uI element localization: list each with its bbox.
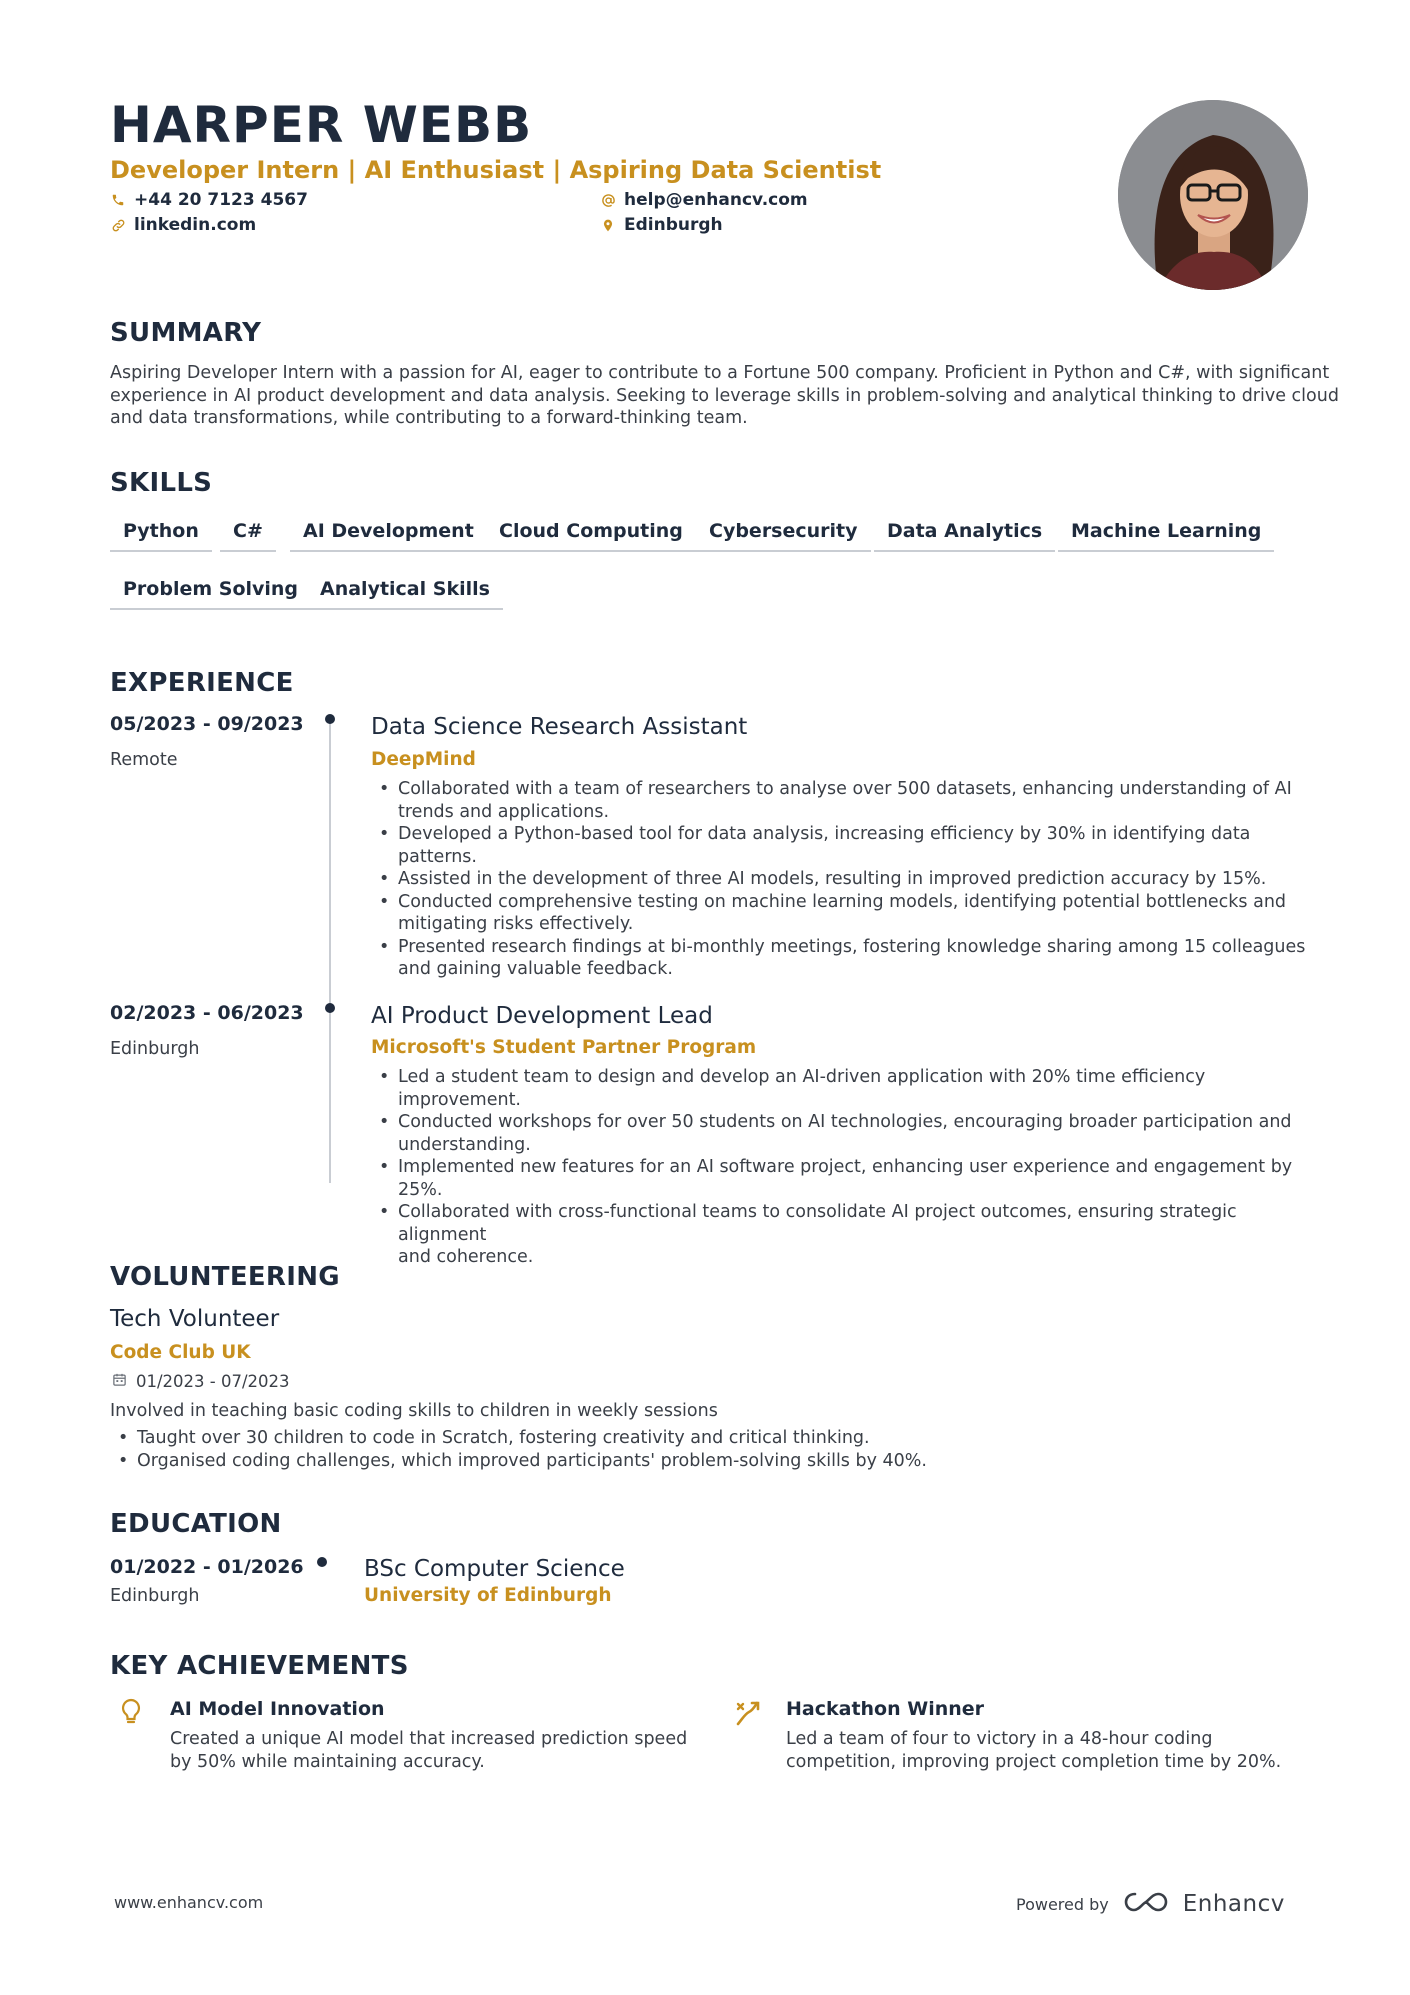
skills-heading: SKILLS xyxy=(110,468,213,498)
lightbulb-icon xyxy=(120,1698,142,1730)
bullet-item: • Assisted in the development of three AI models, resulting in improved prediction accuracy by 15%. xyxy=(371,868,1321,891)
volunteer-org: Code Club UK xyxy=(110,1342,251,1363)
skill-tag: Python xyxy=(110,520,212,552)
enhancv-logo-icon xyxy=(1123,1889,1169,1919)
footer-branding xyxy=(1016,1889,1285,1919)
achievement-title: Hackathon Winner xyxy=(786,1698,985,1720)
bullet-item: • Conducted comprehensive testing on machine learning models, identifying potential bottlenecks and mitigating risks effectively. xyxy=(371,891,1321,936)
powered-by-text: Powered by xyxy=(1016,1894,1109,1914)
profile-photo xyxy=(1118,100,1308,290)
experience-heading: EXPERIENCE xyxy=(110,668,294,698)
candidate-name: HARPER WEBB xyxy=(110,96,533,154)
experience-location: Edinburgh xyxy=(110,1039,200,1059)
candidate-headline: Developer Intern | AI Enthusiast | Aspiring Data Scientist xyxy=(110,156,882,184)
summary-heading: SUMMARY xyxy=(110,318,262,348)
experience-company: DeepMind xyxy=(371,749,476,770)
bullet-item: • Implemented new features for an AI software project, enhancing user experience and engagement by 25%. xyxy=(371,1156,1321,1201)
experience-dates: 05/2023 - 09/2023 xyxy=(110,713,304,735)
phone-icon xyxy=(110,192,126,208)
location-contact xyxy=(600,215,723,235)
bullet-item: • Taught over 30 children to code in Scratch, fostering creativity and critical thinking. xyxy=(110,1427,1110,1450)
achievement-text: Led a team of four to victory in a 48-hour coding competition, improving project completion time by 20%. xyxy=(786,1729,1282,1772)
experience-bullets xyxy=(371,778,1321,981)
bullet-item: • Developed a Python-based tool for data analysis, increasing efficiency by 30% in identifying data patterns. xyxy=(371,823,1321,868)
volunteer-description: Involved in teaching basic coding skills to children in weekly sessions xyxy=(110,1401,718,1421)
experience-location: Remote xyxy=(110,750,178,770)
summary-text xyxy=(110,362,1339,430)
linkedin-text: linkedin.com xyxy=(134,215,257,235)
skill-tag: Analytical Skills xyxy=(307,578,503,610)
skill-tag: Problem Solving xyxy=(110,578,311,610)
education-heading: EDUCATION xyxy=(110,1509,282,1539)
bullet-item: • Presented research findings at bi-monthly meetings, fostering knowledge sharing among 15 colleagues and gaining valuable feedback. xyxy=(371,936,1321,981)
bullet-item: • Collaborated with a team of researchers to analyse over 500 datasets, enhancing understanding of AI trends and applications. xyxy=(371,778,1321,823)
summary-line: Aspiring Developer Intern with a passion for AI, eager to contribute to a Fortune 500 company. Proficient in Python and C#, with significant xyxy=(110,363,1330,383)
brand-name: Enhancv xyxy=(1182,1891,1285,1917)
bullet-item: • Collaborated with cross-functional teams to consolidate AI project outcomes, ensuring strategic alignment and coherence. xyxy=(371,1201,1321,1269)
skill-tag: AI Development xyxy=(290,520,487,552)
experience-bullets xyxy=(371,1066,1321,1269)
skill-tag: Cybersecurity xyxy=(696,520,871,552)
timeline-line xyxy=(329,718,331,1183)
education-school: University of Edinburgh xyxy=(364,1585,612,1606)
linkedin-contact[interactable] xyxy=(110,215,256,235)
skill-tag: Cloud Computing xyxy=(486,520,696,552)
achievement-text: Created a unique AI model that increased prediction speed by 50% while maintaining accuracy. xyxy=(170,1729,688,1772)
timeline-dot xyxy=(317,1557,327,1567)
map-pin-icon xyxy=(600,217,616,233)
email-text: help@enhancv.com xyxy=(624,190,808,210)
skill-tag: Machine Learning xyxy=(1058,520,1274,552)
path-route-icon xyxy=(735,1700,763,1730)
education-dates: 01/2022 - 01/2026 xyxy=(110,1556,304,1578)
volunteer-bullets xyxy=(110,1427,1110,1472)
timeline-dot xyxy=(325,1003,335,1013)
timeline-dot xyxy=(325,714,335,724)
experience-company: Microsoft's Student Partner Program xyxy=(371,1037,757,1058)
experience-role: Data Science Research Assistant xyxy=(371,714,748,740)
footer-website[interactable]: www.enhancv.com xyxy=(114,1893,264,1912)
skill-tag: C# xyxy=(220,520,276,552)
bullet-item: • Led a student team to design and develop an AI-driven application with 20% time efficiency improvement. xyxy=(371,1066,1321,1111)
calendar-icon xyxy=(112,1372,127,1391)
phone-text: +44 20 7123 4567 xyxy=(134,190,308,210)
experience-dates: 02/2023 - 06/2023 xyxy=(110,1002,304,1024)
skill-tag: Data Analytics xyxy=(874,520,1055,552)
volunteer-role: Tech Volunteer xyxy=(110,1306,280,1332)
achievement-title: AI Model Innovation xyxy=(170,1698,385,1720)
achievements-heading: KEY ACHIEVEMENTS xyxy=(110,1651,409,1681)
summary-line: experience in AI product development and data analysis. Seeking to leverage skills in problem-solving and analytical thinking to drive cloud xyxy=(110,385,1339,406)
phone-contact xyxy=(110,190,308,210)
volunteering-heading: VOLUNTEERING xyxy=(110,1262,340,1292)
bullet-item: • Organised coding challenges, which improved participants' problem-solving skills by 40%. xyxy=(110,1450,1110,1473)
bullet-item: • Conducted workshops for over 50 students on AI technologies, encouraging broader participation and understanding. xyxy=(371,1111,1321,1156)
at-icon xyxy=(600,192,616,208)
location-text: Edinburgh xyxy=(624,215,723,235)
experience-role: AI Product Development Lead xyxy=(371,1003,713,1029)
email-contact[interactable] xyxy=(600,190,808,210)
volunteer-dates: 01/2023 - 07/2023 xyxy=(112,1372,290,1391)
link-icon xyxy=(110,217,126,233)
education-location: Edinburgh xyxy=(110,1586,200,1606)
summary-line: and data transformations, while contributing to a forward-thinking team. xyxy=(110,408,748,428)
education-degree: BSc Computer Science xyxy=(364,1556,625,1582)
